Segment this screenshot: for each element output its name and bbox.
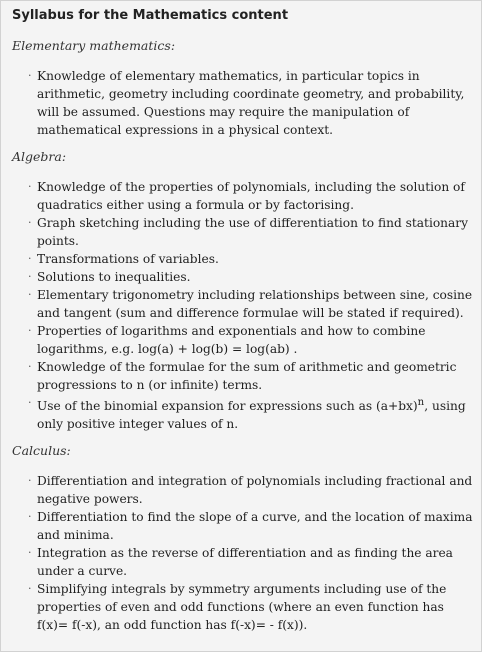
list-item [26,358,473,394]
bullet-icon: · [28,582,32,596]
list-item-text: Differentiation and integration of polynomials including fractional and negative powers. [37,474,473,507]
list-item [26,322,473,358]
list-item-text: Knowledge of elementary mathematics, in particular topics in arithmetic, geometry including coordinate geometry, and probability, will be assumed. Questions may require the manipulation of mathematical expressions in a physical context. [37,69,465,137]
list-item [26,268,473,286]
bullet-icon: · [28,510,32,524]
bullet-icon: · [28,69,32,82]
list-item-text: Simplifying integrals by symmetry arguments including use of the properties of even and odd functions (where an even function has f(x)= f(-x), an odd function has f(-x)= - f(x)). [37,582,447,633]
bullet-icon: · [28,180,32,193]
list-item [26,472,473,508]
list-item [26,544,473,580]
binomial-superscript: n [417,397,425,408]
bullet-icon: · [28,270,32,283]
bullet-icon: · [28,546,32,560]
list-item-text: Graph sketching including the use of differentiation to find stationary points. [37,216,469,248]
section-heading-algebra: Algebra: [12,149,67,164]
list-item-text: Transformations of variables. [37,252,219,266]
list-elementary [12,67,473,139]
bullet-icon: · [28,252,32,265]
section-heading-elementary: Elementary mathematics: [12,38,176,53]
binomial-text-after: , using only positive integer values of n. [37,399,466,432]
list-item [26,286,473,322]
list-item-text: Differentiation to find the slope of a curve, and the location of maxima and minima. [37,510,473,543]
section-heading-calculus: Calculus: [12,443,71,459]
list-item-binomial [26,394,473,433]
list-item [26,178,473,214]
list-calculus [12,472,473,634]
list-item [26,214,473,250]
list-item [26,580,473,634]
bullet-icon: · [28,216,32,229]
bullet-icon: · [28,360,32,373]
bullet-icon: · [28,324,32,337]
list-item-text: Integration as the reverse of differentiation and as finding the area under a curve. [37,546,453,579]
page-title: Syllabus for the Mathematics content [12,8,289,23]
list-item-text: Knowledge of the properties of polynomials, including the solution of quadratics either using a formula or by factorising. [37,180,465,212]
binomial-text-before: Use of the binomial expansion for expressions such as (a+bx) [37,399,418,414]
list-item [26,67,473,139]
bullet-icon: · [28,396,32,409]
bullet-icon: · [28,288,32,301]
list-item [26,508,473,544]
bullet-icon: · [28,474,32,488]
list-item-text: Solutions to inequalities. [37,270,191,284]
list-item-text: Properties of logarithms and exponentials and how to combine logarithms, e.g. log(a) + log(b) = log(ab) . [37,324,426,356]
list-item [26,250,473,268]
list-item-text: Elementary trigonometry including relationships between sine, cosine and tangent (sum and difference formulae will be stated if required). [37,288,473,320]
list-item-text: Knowledge of the formulae for the sum of arithmetic and geometric progressions to n (or infinite) terms. [37,360,457,392]
list-algebra [12,178,473,433]
